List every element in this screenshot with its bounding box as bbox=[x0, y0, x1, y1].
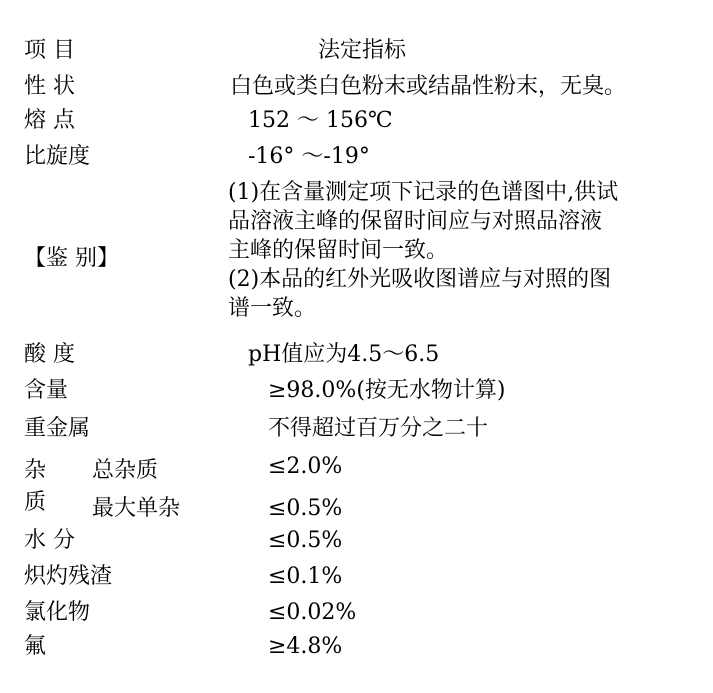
assay-label: 含量 bbox=[24, 378, 69, 403]
acidity-label: 酸 度 bbox=[24, 342, 75, 367]
heavy-metals-value: 不得超过百万分之二十 bbox=[268, 416, 489, 441]
optical-rotation-label: 比旋度 bbox=[24, 144, 91, 169]
residue-on-ignition-label: 炽灼残渣 bbox=[24, 564, 113, 589]
heavy-metals-label: 重金属 bbox=[24, 416, 91, 441]
fluorine-value: ≥4.8% bbox=[268, 634, 343, 659]
total-impurities-label: 总杂质 bbox=[92, 458, 159, 483]
impurities-label-bottom: 质 bbox=[24, 490, 47, 515]
identification-line: (2)本品的红外光吸收图谱应与对照的图 bbox=[228, 267, 612, 292]
identification-line: 谱一致。 bbox=[228, 296, 317, 321]
fluorine-label: 氟 bbox=[24, 634, 47, 659]
appearance-value: 白色或类白色粉末或结晶性粉末，无臭。 bbox=[230, 74, 627, 99]
identification-label: 【鉴 别】 bbox=[24, 246, 119, 271]
optical-rotation-value: -16° ～-19° bbox=[248, 144, 370, 169]
chloride-value: ≤0.02% bbox=[268, 600, 357, 625]
melting-point-label: 熔 点 bbox=[24, 108, 75, 133]
header-item-label: 项 目 bbox=[24, 38, 75, 63]
identification-text bbox=[228, 178, 698, 323]
chloride-label: 氯化物 bbox=[24, 600, 91, 625]
appearance-label: 性 状 bbox=[24, 74, 75, 99]
max-single-impurity-label: 最大单杂 bbox=[92, 496, 181, 521]
melting-point-value: 152 ～ 156℃ bbox=[248, 108, 393, 133]
assay-value: ≥98.0%(按无水物计算) bbox=[268, 378, 506, 403]
acidity-value: pH值应为4.5～6.5 bbox=[248, 342, 440, 367]
header-standard-label: 法定指标 bbox=[318, 38, 407, 63]
residue-on-ignition-value: ≤0.1% bbox=[268, 564, 343, 589]
max-single-impurity-value: ≤0.5% bbox=[268, 496, 343, 521]
water-value: ≤0.5% bbox=[268, 528, 343, 553]
total-impurities-value: ≤2.0% bbox=[268, 454, 343, 479]
identification-line: (1)在含量测定项下记录的色谱图中,供试 bbox=[228, 180, 619, 205]
identification-line: 品溶液主峰的保留时间应与对照品溶液 bbox=[228, 209, 603, 234]
water-label: 水 分 bbox=[24, 528, 75, 553]
impurities-label-top: 杂 bbox=[24, 458, 47, 483]
identification-line: 主峰的保留时间一致。 bbox=[228, 238, 449, 263]
